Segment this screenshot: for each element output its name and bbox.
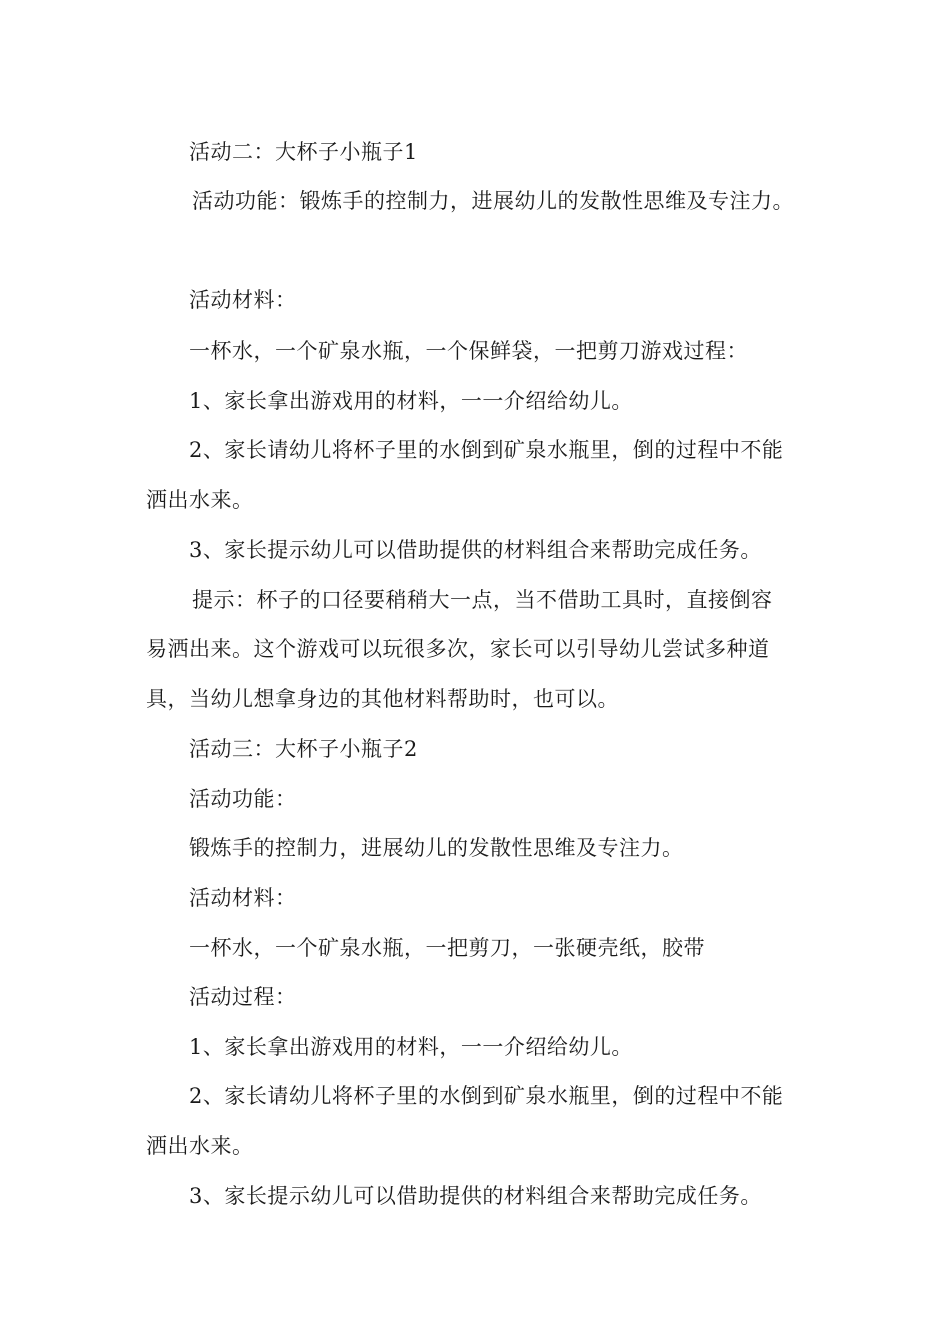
- paragraph-line: 洒出水来。: [146, 1134, 254, 1158]
- paragraph-line: 提示：杯子的口径要稍稍大一点，当不借助工具时，直接倒容: [192, 588, 773, 612]
- paragraph-line: 1、家长拿出游戏用的材料，一一介绍给幼儿。: [189, 389, 633, 413]
- paragraph-line: 一杯水，一个矿泉水瓶，一个保鲜袋，一把剪刀游戏过程：: [189, 339, 748, 363]
- paragraph-line: 活动材料：: [189, 288, 297, 312]
- paragraph-line: 活动功能：: [189, 787, 297, 811]
- paragraph-line: 具，当幼儿想拿身边的其他材料帮助时，也可以。: [146, 687, 619, 711]
- paragraph-line: 2、家长请幼儿将杯子里的水倒到矿泉水瓶里，倒的过程中不能: [189, 438, 784, 462]
- section-heading-activity-2: 活动二：大杯子小瓶子1: [189, 140, 418, 164]
- paragraph-line: 活动过程：: [189, 985, 297, 1009]
- paragraph-line: 活动材料：: [189, 886, 297, 910]
- paragraph-line: 锻炼手的控制力，进展幼儿的发散性思维及专注力。: [189, 836, 684, 860]
- paragraph-line: 洒出水来。: [146, 488, 254, 512]
- paragraph-line: 一杯水，一个矿泉水瓶，一把剪刀，一张硬壳纸，胶带: [189, 936, 705, 960]
- section-heading-activity-3: 活动三：大杯子小瓶子2: [189, 737, 418, 761]
- paragraph-line: 3、家长提示幼儿可以借助提供的材料组合来帮助完成任务。: [189, 1184, 762, 1208]
- paragraph-line: 易洒出来。这个游戏可以玩很多次，家长可以引导幼儿尝试多种道: [146, 637, 770, 661]
- paragraph-line: 2、家长请幼儿将杯子里的水倒到矿泉水瓶里，倒的过程中不能: [189, 1084, 784, 1108]
- paragraph-line: 活动功能：锻炼手的控制力，进展幼儿的发散性思维及专注力。: [192, 189, 794, 213]
- paragraph-line: 3、家长提示幼儿可以借助提供的材料组合来帮助完成任务。: [189, 538, 762, 562]
- paragraph-line: 1、家长拿出游戏用的材料，一一介绍给幼儿。: [189, 1035, 633, 1059]
